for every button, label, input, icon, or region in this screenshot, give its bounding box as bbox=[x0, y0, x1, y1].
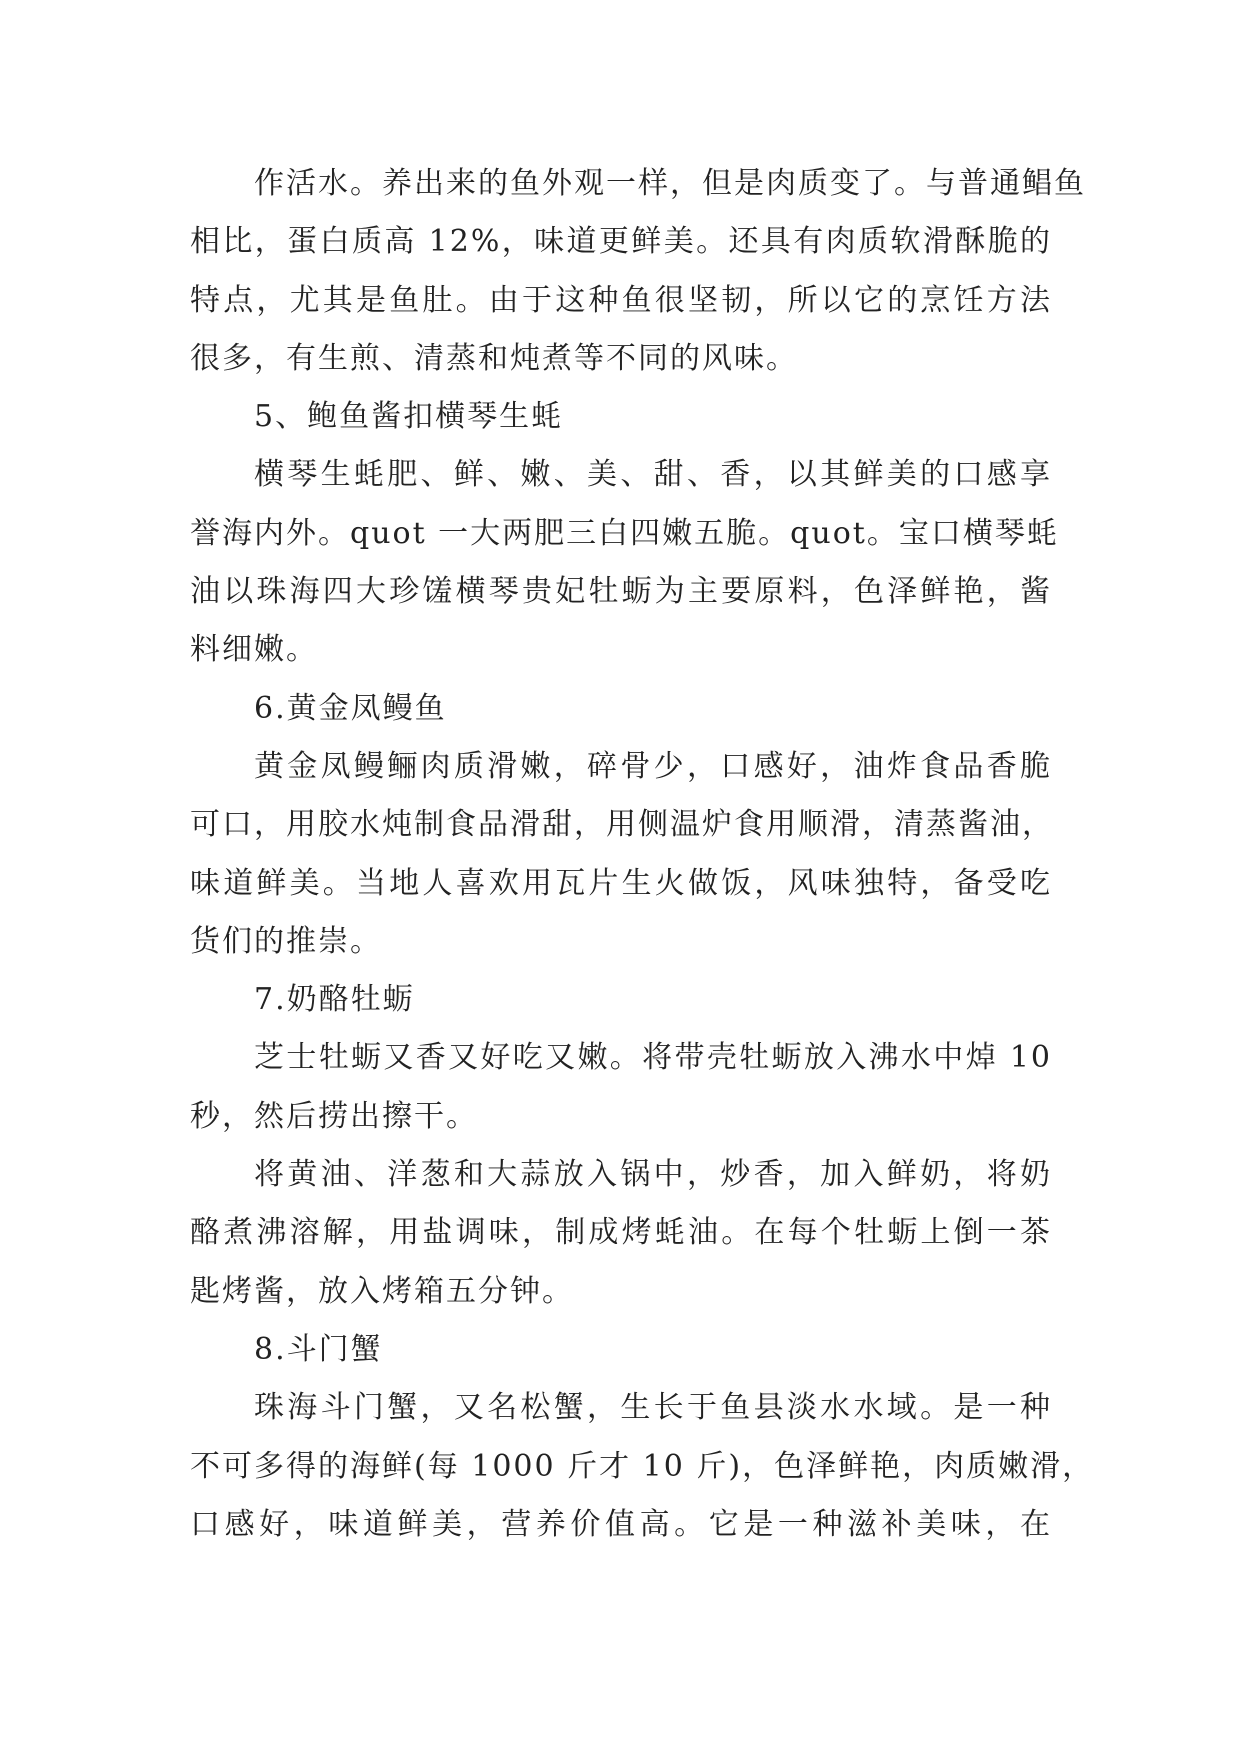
paragraph bbox=[190, 1379, 1095, 1554]
paragraph bbox=[190, 1146, 1052, 1321]
text-line: 匙烤酱，放入烤箱五分钟。 bbox=[190, 1273, 574, 1309]
text-line: 秒，然后捞出擦干。 bbox=[190, 1098, 478, 1134]
text-line: 誉海内外。quot 一大两肥三白四嫩五脆。quot。宝口横琴蚝 bbox=[190, 515, 1059, 551]
paragraph bbox=[190, 738, 1052, 971]
text-line: 油以珠海四大珍馐横琴贵妃牡蛎为主要原料，色泽鲜艳，酱 bbox=[190, 574, 1052, 610]
text-line: 作活水。养出来的鱼外观一样，但是肉质变了。与普通鲳鱼 bbox=[254, 166, 1086, 201]
paragraph bbox=[190, 446, 1059, 679]
text-line: 特点，尤其是鱼肚。由于这种鱼很坚韧，所以它的烹饪方法 bbox=[190, 282, 1052, 318]
text-line: 相比，蛋白质高 12%，味道更鲜美。还具有肉质软滑酥脆的 bbox=[190, 224, 1052, 260]
document-body bbox=[190, 155, 1095, 1554]
text-line: 芝士牡蛎又香又好吃又嫩。将带壳牡蛎放入沸水中焯 10 bbox=[254, 1040, 1052, 1076]
text-line: 味道鲜美。当地人喜欢用瓦片生火做饭，风味独特，备受吃 bbox=[190, 865, 1052, 901]
text-line: 6.黄金凤鳗鱼 bbox=[254, 690, 447, 726]
paragraph bbox=[190, 155, 1086, 388]
paragraph bbox=[190, 1029, 1052, 1146]
text-line: 很多，有生煎、清蒸和炖煮等不同的风味。 bbox=[190, 340, 798, 376]
text-line: 黄金凤鳗鲡肉质滑嫩，碎骨少，口感好，油炸食品香脆 bbox=[254, 748, 1052, 784]
text-line: 将黄油、洋葱和大蒜放入锅中，炒香，加入鲜奶，将奶 bbox=[254, 1157, 1052, 1193]
text-line: 料细嫩。 bbox=[190, 632, 318, 668]
text-line: 横琴生蚝肥、鲜、嫩、美、甜、香，以其鲜美的口感享 bbox=[254, 457, 1052, 493]
text-line: 可口，用胶水炖制食品滑甜，用侧温炉食用顺滑，清蒸酱油， bbox=[190, 807, 1054, 843]
section-heading bbox=[190, 971, 1052, 1029]
section-heading bbox=[190, 1321, 1052, 1379]
text-line: 口感好，味道鲜美，营养价值高。它是一种滋补美味，在 bbox=[190, 1506, 1052, 1542]
text-line: 7.奶酪牡蛎 bbox=[254, 982, 415, 1018]
section-heading bbox=[190, 680, 1052, 738]
text-line: 酪煮沸溶解，用盐调味，制成烤蚝油。在每个牡蛎上倒一茶 bbox=[190, 1215, 1052, 1251]
text-line: 货们的推崇。 bbox=[190, 923, 382, 959]
text-line: 5、鲍鱼酱扣横琴生蚝 bbox=[254, 399, 564, 435]
text-line: 珠海斗门蟹，又名松蟹，生长于鱼县淡水水域。是一种 bbox=[254, 1390, 1052, 1426]
text-line: 8.斗门蟹 bbox=[254, 1331, 383, 1367]
text-line: 不可多得的海鲜(每 1000 斤才 10 斤)，色泽鲜艳，肉质嫩滑， bbox=[190, 1448, 1095, 1484]
section-heading bbox=[190, 388, 1052, 446]
